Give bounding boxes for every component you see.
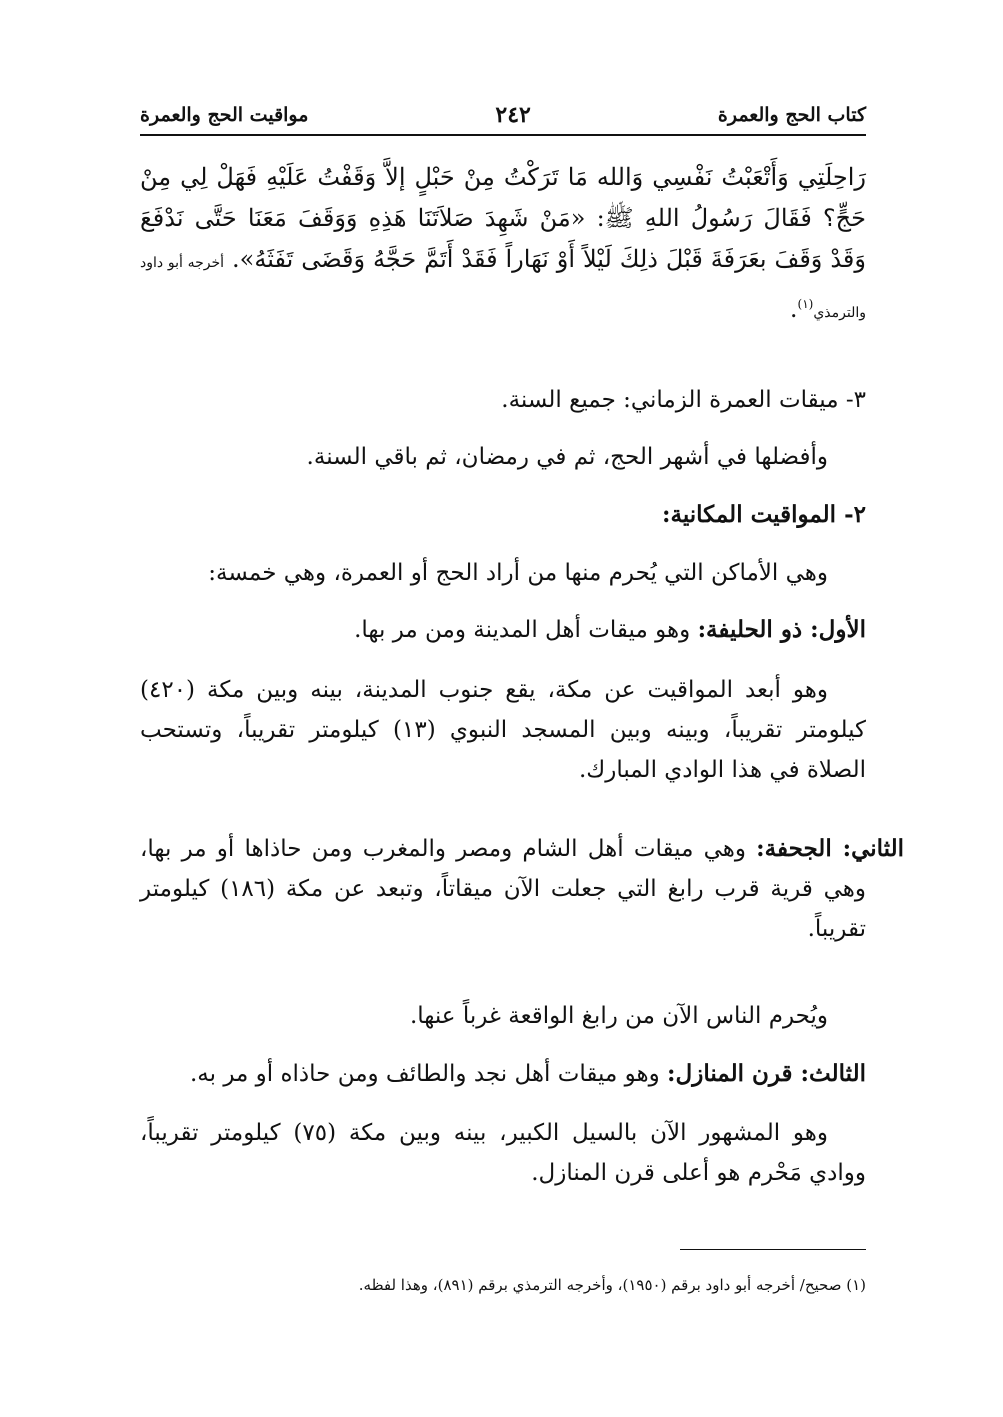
third-miqat <box>140 1054 866 1094</box>
book-title: كتاب الحج والعمرة <box>717 104 866 126</box>
chapter-title: مواقيت الحج والعمرة <box>140 104 309 126</box>
hadith-end: . <box>789 295 798 323</box>
footnote-rule <box>680 1249 866 1250</box>
first-miqat-label: الأول: ذو الحليفة: <box>697 616 866 643</box>
page-header <box>140 100 866 130</box>
umrah-best-time: وأفضلها في أشهر الحج، ثم في رمضان، ثم باقي السنة. <box>306 444 828 470</box>
footnote <box>140 1272 866 1298</box>
footnote-ref[interactable]: (١) <box>797 297 814 311</box>
third-miqat-text: وهو ميقات أهل نجد والطائف ومن حاذاه أو مر به. <box>189 1061 668 1087</box>
places-intro: وهي الأماكن التي يُحرم منها من أراد الحج أو العمرة، وهي خمسة: <box>208 560 828 586</box>
hadith-text: رَاحِلَتِي وَأَتْعَبْتُ نَفْسِي وَالله مَا تَرَكْتُ مِنْ حَبْلٍ إلاَّ وَقَفْتُ عَلَيْهِ فَهَلْ لِي مِنْ حَجٍّ؟ فَقَالَ رَسُولُ اللهِ ﷺ: «مَنْ شَهِدَ صَلاَتَنَا هَذِهِ وَوَقَفَ مَعَنَا حَتَّى نَدْفَعَ وَقَدْ وَقَفَ بعَرَفَةَ قَبْلَ ذلِكَ لَيْلاً أَوْ نَهَاراً فَقَدْ أَتَمَّ حَجَّهُ وَقَضَى تَفَثَهُ». <box>140 163 866 273</box>
footnote-text: أخرجه أبو داود برقم (١٩٥٠)، وأخرجه الترمذي برقم (٨٩١)، وهذا لفظه. <box>358 1276 800 1294</box>
third-miqat-detail: وهو المشهور الآن بالسيل الكبير، بينه وبين مكة (٧٥) كيلومتر تقريباً، ووادي مَحْرم هو أعلى قرن المنازل. <box>140 1120 866 1186</box>
second-miqat <box>140 829 904 949</box>
first-miqat-detail: وهو أبعد المواقيت عن مكة، يقع جنوب المدينة، بينه وبين مكة (٤٢٠) كيلومتر تقريباً، وبينه وبين المسجد النبوي (١٣) كيلومتر تقريباً، وتستحب الصلاة في هذا الوادي المبارك. <box>140 677 867 783</box>
third-miqat-label: الثالث: قرن المنازل: <box>667 1060 866 1087</box>
second-miqat-detail: ويُحرم الناس الآن من رابغ الواقعة غرباً عنها. <box>409 1003 828 1029</box>
hadith-source: أخرجه أبو داود والترمذي <box>140 255 866 321</box>
footnote-marker: (١) صحيح/ <box>799 1276 866 1294</box>
umrah-time-heading: ٣- ميقات العمرة الزماني: جميع السنة. <box>501 387 866 413</box>
first-miqat-text: وهو ميقات أهل المدينة ومن مر بها. <box>354 617 698 643</box>
places-heading: ٢- المواقيت المكانية: <box>662 501 866 528</box>
first-miqat <box>140 610 866 650</box>
hadith-paragraph <box>140 157 866 334</box>
second-miqat-text: وهي ميقات أهل الشام ومصر والمغرب ومن حاذاها أو مر بها، وهي قرية قرب رابغ التي جعلت الآن ميقاتاً، وتبعد عن مكة (١٨٦) كيلومتر تقريباً. <box>140 836 866 942</box>
header-rule <box>140 134 866 136</box>
page-number: ٢٤٢ <box>495 102 531 128</box>
second-miqat-label: الثاني: الجحفة: <box>756 835 904 862</box>
